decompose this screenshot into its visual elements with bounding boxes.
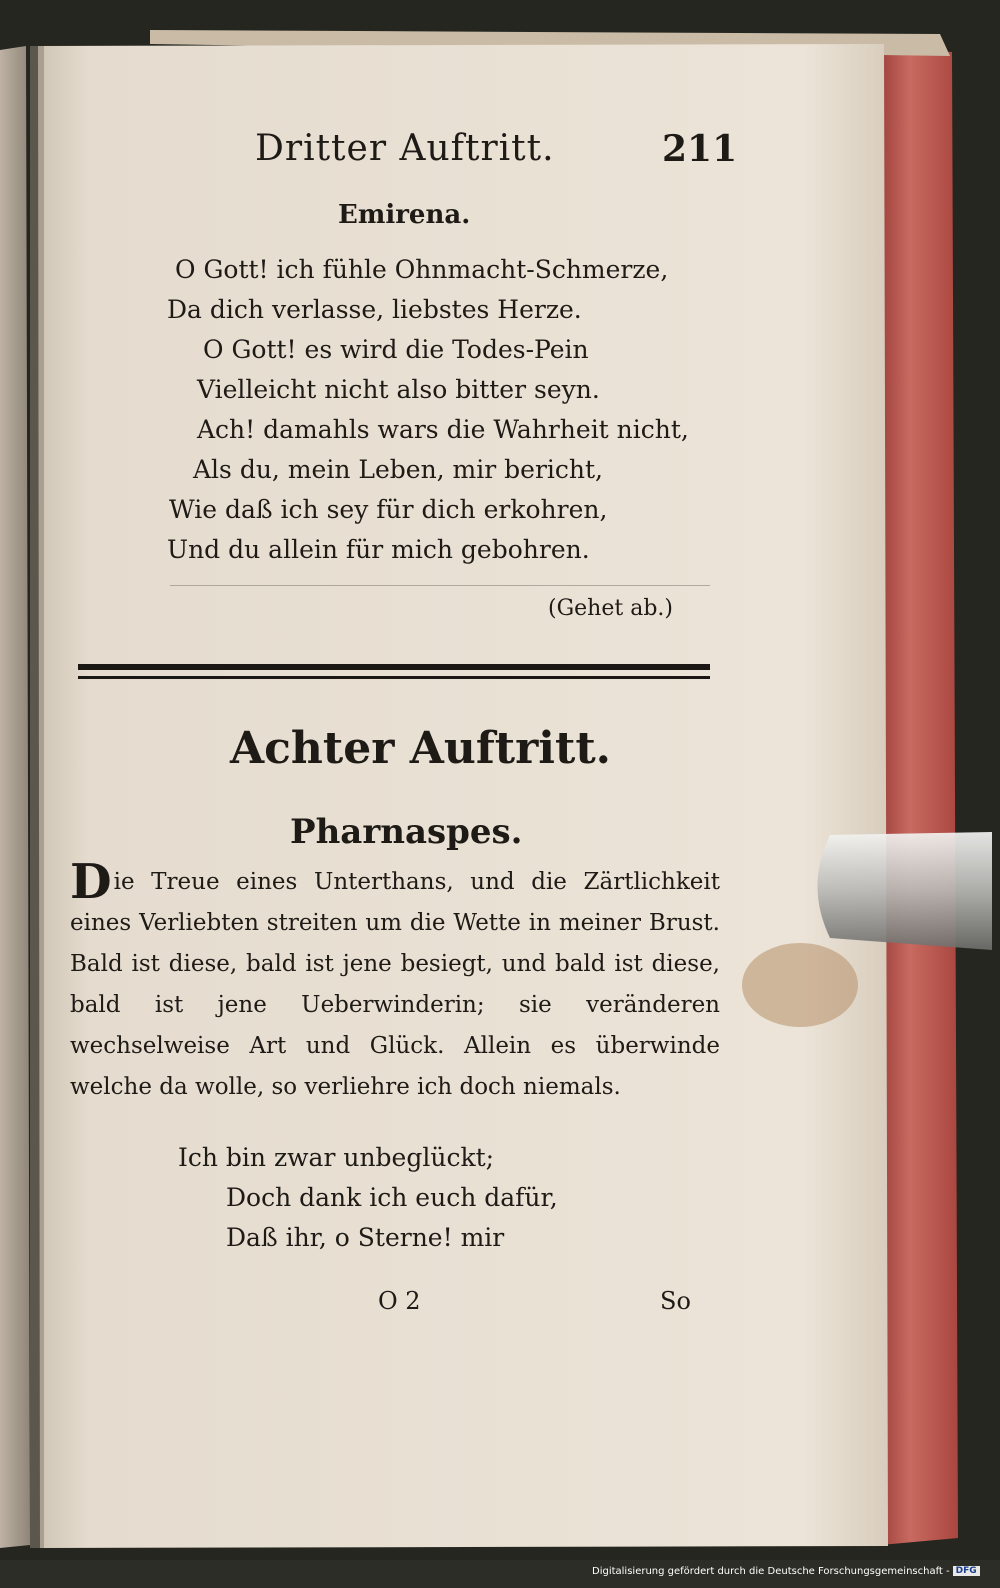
digitization-credit	[592, 1566, 980, 1577]
verse-line: Und du allein für mich gebohren.	[167, 535, 590, 564]
prose-text: ie Treue eines Unterthans, und die Zärtlichkeit eines Verliebten streiten um die Wette in meiner Brust. Bald ist diese, bald ist jene besiegt, und bald ist diese, bald ist jene Ueberwinderin; sie veränderen wechselweise Art und Glück. Allein es überwinde welche da wolle, so verliehre ich doch niemals.	[70, 869, 720, 1100]
verse-line: O Gott! ich fühle Ohnmacht-Schmerze,	[175, 255, 669, 284]
verse-block	[167, 250, 689, 570]
verse-line: Ach! damahls wars die Wahrheit nicht,	[197, 415, 689, 444]
running-header: Dritter Auftritt.	[255, 128, 555, 169]
page-number: 211	[662, 128, 738, 170]
verse-line: Ich bin zwar unbeglückt;	[178, 1143, 495, 1172]
verse-block	[178, 1138, 558, 1258]
drop-initial: D	[70, 854, 112, 910]
verse-line: Doch dank ich euch dafür,	[226, 1183, 558, 1212]
dfg-logo: DFG	[953, 1566, 980, 1576]
verse-line: Als du, mein Leben, mir bericht,	[193, 455, 603, 484]
verse-line: Vielleicht nicht also bitter seyn.	[197, 375, 600, 404]
verse-line: Daß ihr, o Sterne! mir	[226, 1223, 505, 1252]
speaker-name: Emirena.	[338, 200, 471, 230]
credit-text: Digitalisierung gefördert durch die Deutsche Forschungsgemeinschaft -	[592, 1566, 950, 1577]
prose-paragraph	[70, 854, 720, 1108]
stage-direction: (Gehet ab.)	[548, 596, 673, 621]
signature-mark: O 2	[378, 1287, 421, 1315]
speaker-name: Pharnaspes.	[290, 812, 523, 852]
verse-line: Da dich verlasse, liebstes Herze.	[167, 295, 582, 324]
scene-title: Achter Auftritt.	[230, 723, 611, 774]
verse-line: O Gott! es wird die Todes-Pein	[203, 335, 589, 364]
catchword: So	[660, 1287, 691, 1315]
verse-line: Wie daß ich sey für dich erkohren,	[169, 495, 608, 524]
